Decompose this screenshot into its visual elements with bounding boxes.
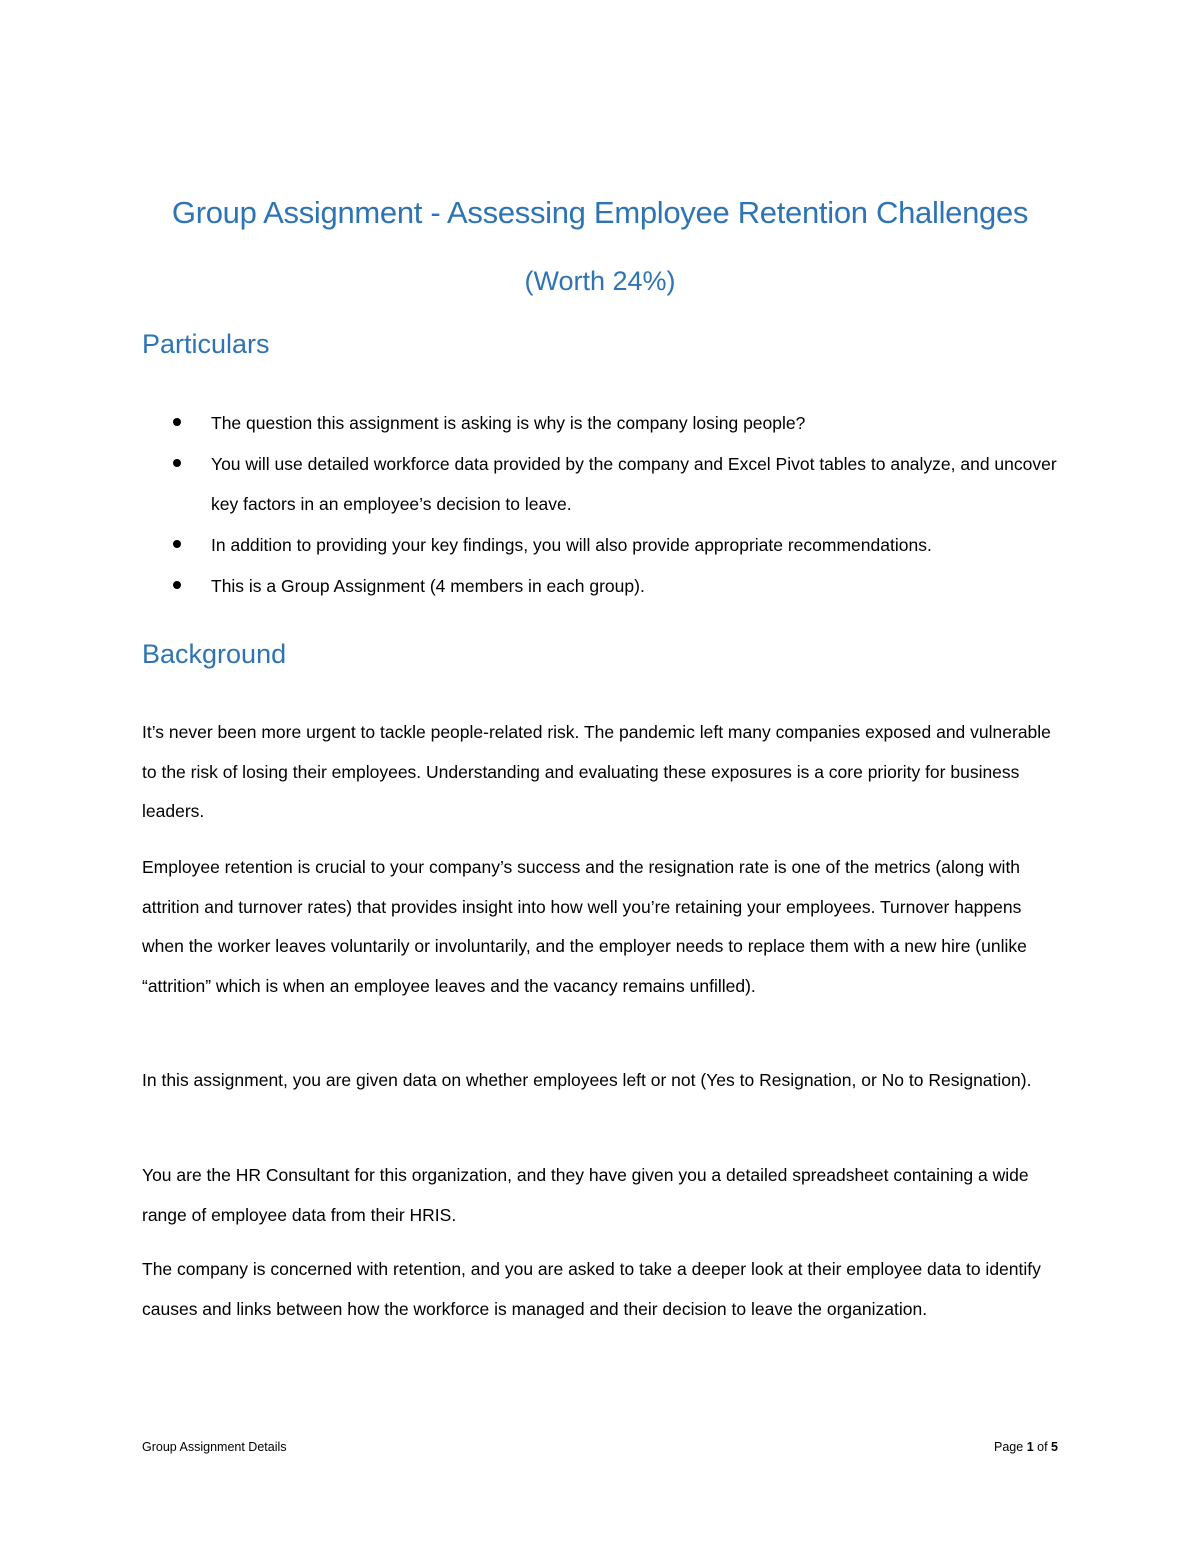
document-subtitle: (Worth 24%): [524, 266, 676, 296]
bullet-icon: [173, 459, 181, 467]
list-item-text: In addition to providing your key findings, you will also provide appropriate recommendations.: [211, 535, 932, 555]
particulars-heading: Particulars: [142, 329, 270, 359]
list-item: [0, 566, 1200, 606]
document-title: Group Assignment - Assessing Employee Retention Challenges: [171, 195, 1029, 230]
bullet-icon: [173, 418, 181, 426]
bullet-icon: [173, 540, 181, 548]
background-heading: Background: [142, 639, 287, 669]
particulars-list: [0, 403, 1200, 606]
list-item-text: This is a Group Assignment (4 members in each group).: [211, 576, 645, 596]
page-total: 5: [1051, 1440, 1058, 1454]
background-paragraph: Employee retention is crucial to your company’s success and the resignation rate is one of the metrics (along with attrition and turnover rates) that provides insight into how well you’re retaining your employees. Turnover happens when the worker leaves voluntarily or involuntarily, and the employer needs to replace them with a new hire (unlike “attrition” which is when an employee leaves and the vacancy remains unfilled).: [142, 857, 1027, 996]
list-item-text: The question this assignment is asking is why is the company losing people?: [211, 413, 806, 433]
list-item-text: You will use detailed workforce data provided by the company and Excel Pivot tables to analyze, and uncover key factors in an employee’s decision to leave.: [211, 454, 1057, 514]
list-item: [0, 444, 1200, 524]
background-paragraph: The company is concerned with retention, and you are asked to take a deeper look at their employee data to identify causes and links between how the workforce is managed and their decision to leave the organization.: [142, 1259, 1041, 1319]
background-paragraph: It’s never been more urgent to tackle people-related risk. The pandemic left many companies exposed and vulnerable to the risk of losing their employees. Understanding and evaluating these exposures is a core priority for business leaders.: [142, 722, 1051, 821]
page-current: 1: [1026, 1440, 1034, 1454]
background-paragraph: In this assignment, you are given data on whether employees left or not (Yes to Resignation, or No to Resignation).: [142, 1070, 1032, 1090]
page-of-label: of: [1037, 1440, 1048, 1454]
footer-page-number: [994, 1437, 1058, 1457]
background-paragraph: You are the HR Consultant for this organization, and they have given you a detailed spreadsheet containing a wide range of employee data from their HRIS.: [142, 1165, 1029, 1225]
page-label: Page: [994, 1440, 1024, 1454]
footer-document-name: Group Assignment Details: [142, 1440, 287, 1454]
list-item: [0, 403, 1200, 443]
bullet-icon: [173, 581, 181, 589]
list-item: [0, 525, 1200, 565]
